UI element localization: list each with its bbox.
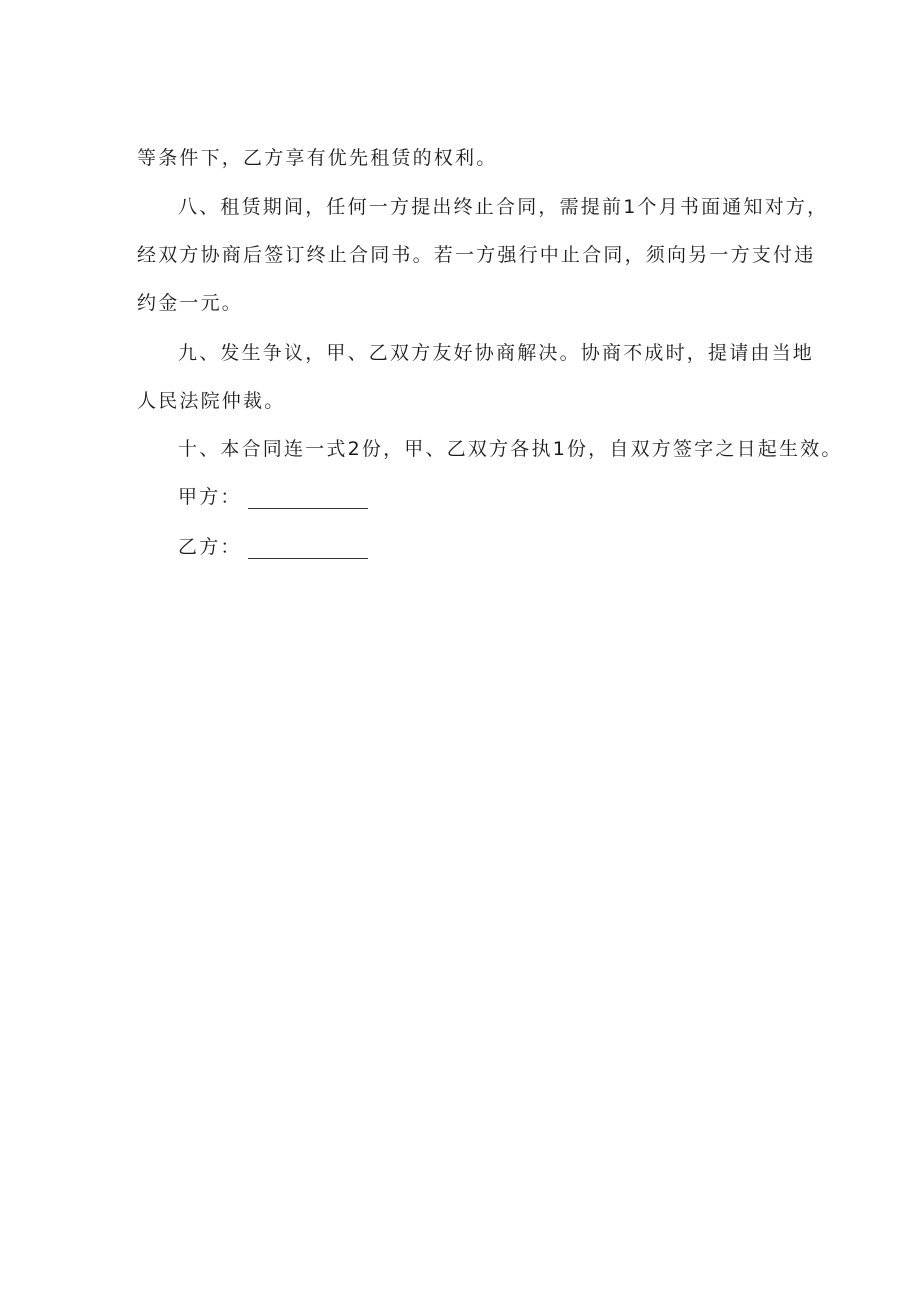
paragraph-line: 等条件下，乙方享有优先租赁的权利。 <box>137 147 498 169</box>
party-b-signature-line[interactable] <box>248 540 368 559</box>
party-b-label: 乙方： <box>178 536 242 558</box>
clause-8-line-2: 经双方协商后签订终止合同书。若一方强行中止合同，须向另一方支付违 <box>137 244 816 266</box>
clause-8-line-1: 八、租赁期间，任何一方提出终止合同，需提前1个月书面通知对方， <box>178 196 829 218</box>
clause-8-line-3: 约金一元。 <box>137 292 244 314</box>
party-a-signature-line[interactable] <box>248 490 368 509</box>
clause-9-line-2: 人民法院仲裁。 <box>137 390 286 412</box>
party-b-signature-row <box>178 535 368 559</box>
party-a-signature-row <box>178 485 368 509</box>
clause-10-line-1: 十、本合同连一式2份，甲、乙双方各执1份，自双方签字之日起生效。 <box>178 438 843 460</box>
party-a-label: 甲方： <box>178 486 242 508</box>
clause-9-line-1: 九、发生争议，甲、乙双方友好协商解决。协商不成时，提请由当地 <box>178 342 815 364</box>
